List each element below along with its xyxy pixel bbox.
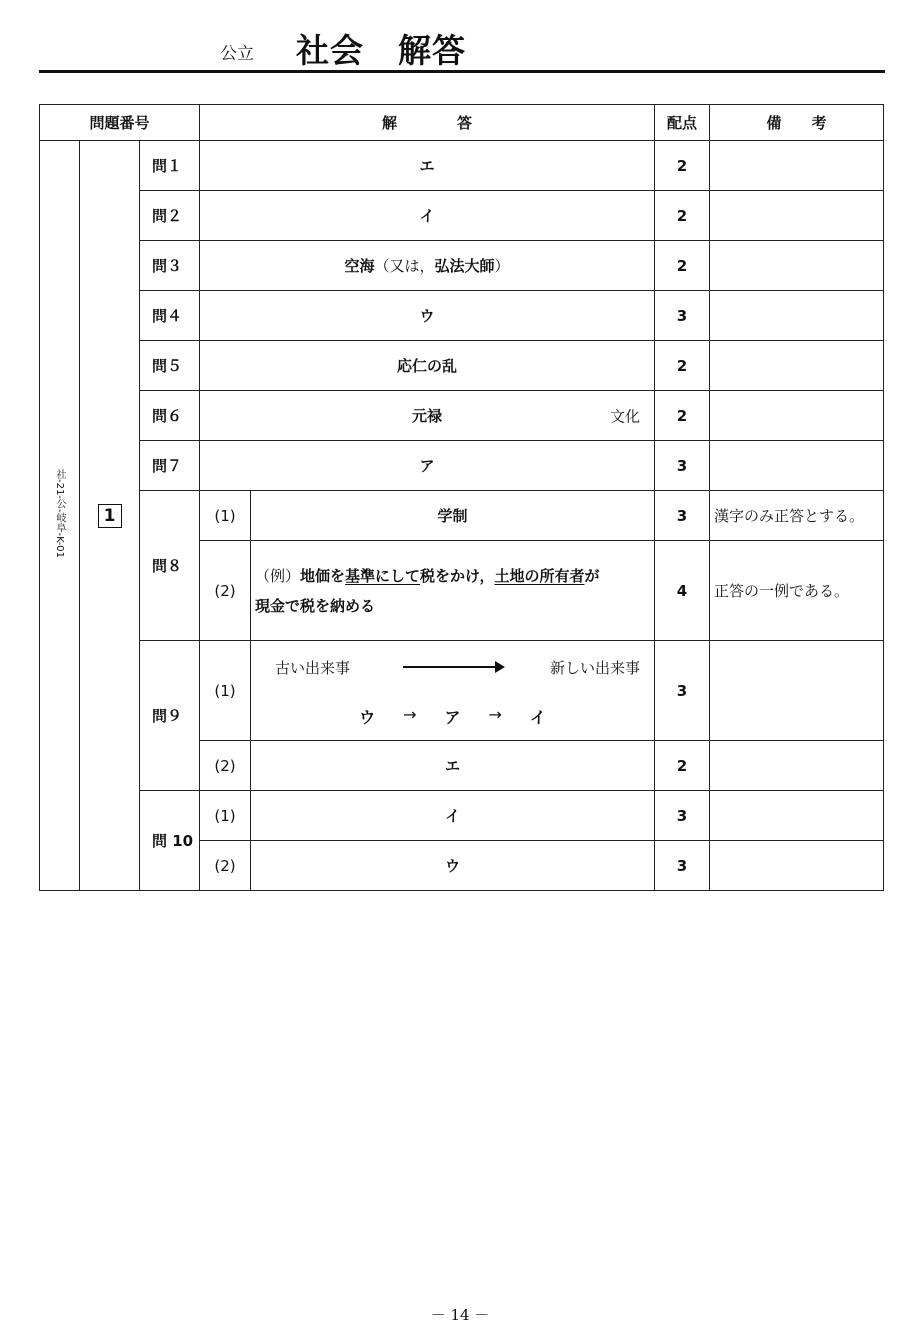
table-row — [40, 241, 884, 291]
points-cell: 3 — [655, 291, 710, 341]
table-row — [40, 291, 884, 341]
points-cell: 3 — [655, 791, 710, 841]
answer-cell: ウ — [200, 291, 655, 341]
timeline-new-label: 新しい出来事 — [549, 659, 640, 677]
question-label: 問３ — [140, 241, 200, 291]
timeline-old-label: 古い出来事 — [275, 659, 351, 677]
note-cell — [710, 241, 884, 291]
note-cell — [710, 641, 884, 741]
points-cell: 2 — [655, 191, 710, 241]
answer-alt-close: ） — [494, 257, 510, 275]
sub-label: (2) — [200, 541, 251, 641]
answer-cell — [200, 391, 655, 441]
header-answer: 解 答 — [200, 105, 655, 141]
answer-cell: ウ — [251, 841, 655, 891]
table-row — [40, 141, 884, 191]
sequence-arrow: → — [403, 705, 417, 724]
points-cell: 2 — [655, 341, 710, 391]
answer-cell — [200, 241, 655, 291]
header-notes: 備 考 — [710, 105, 884, 141]
answer-text: 現金で税を納める — [255, 596, 376, 615]
note-cell — [710, 741, 884, 791]
answer-cell: 応仁の乱 — [200, 341, 655, 391]
question-label: 問５ — [140, 341, 200, 391]
answer-table — [39, 104, 884, 891]
question-label: 問７ — [140, 441, 200, 491]
table-row — [40, 341, 884, 391]
sub-label: (2) — [200, 741, 251, 791]
points-cell: 3 — [655, 641, 710, 741]
code-cell — [40, 141, 80, 891]
question-label: 問１ — [140, 141, 200, 191]
question-label: 問４ — [140, 291, 200, 341]
sub-label: (1) — [200, 791, 251, 841]
answer-cell — [251, 541, 655, 641]
answer-underlined: 基準にして — [345, 566, 421, 585]
points-cell: 2 — [655, 241, 710, 291]
title-rule — [39, 70, 885, 73]
answer-main: 元禄 — [411, 407, 442, 425]
note-cell — [710, 291, 884, 341]
question-label: 問２ — [140, 191, 200, 241]
sub-label: (2) — [200, 841, 251, 891]
points-cell: 3 — [655, 841, 710, 891]
answer-cell: ア — [200, 441, 655, 491]
question-label: 問６ — [140, 391, 200, 441]
answer-text: 税をかけ， — [420, 566, 495, 585]
note-cell — [710, 191, 884, 241]
sequence-arrow: → — [488, 705, 502, 724]
timeline — [251, 657, 654, 677]
answer-text: 地価を — [300, 566, 346, 585]
title-prefix: 公立 — [220, 44, 254, 64]
section-cell — [80, 141, 140, 891]
answer-cell: エ — [200, 141, 655, 191]
sub-label: (1) — [200, 491, 251, 541]
note-cell — [710, 441, 884, 491]
sequence-item: ウ — [359, 708, 376, 727]
question-label: 問 10 — [140, 791, 200, 891]
answer-suffix: 文化 — [609, 407, 640, 425]
note-cell — [710, 341, 884, 391]
sequence-item: イ — [529, 708, 546, 727]
page-number: － 14 － — [430, 1306, 490, 1324]
answer-cell: イ — [251, 791, 655, 841]
question-label: 問８ — [140, 491, 200, 641]
note-cell — [710, 391, 884, 441]
answer-cell: イ — [200, 191, 655, 241]
answer-alt: 弘法大師 — [434, 257, 495, 275]
question-label: 問９ — [140, 641, 200, 791]
answer-alt-open: （又は， — [374, 257, 435, 275]
note-cell: 漢字のみ正答とする。 — [710, 491, 884, 541]
answer-cell — [251, 641, 655, 741]
points-cell: 2 — [655, 141, 710, 191]
section-number: 1 — [98, 504, 122, 528]
table-row — [40, 391, 884, 441]
answer-cell: 学制 — [251, 491, 655, 541]
arrow-right-icon — [403, 666, 503, 668]
sheet-code: 社-21-公-岐阜-K-01 — [54, 469, 65, 558]
points-cell: 3 — [655, 491, 710, 541]
points-cell: 3 — [655, 441, 710, 491]
table-row — [40, 491, 884, 541]
header-qnum: 問題番号 — [40, 105, 200, 141]
answer-text: が — [584, 566, 600, 585]
points-cell: 4 — [655, 541, 710, 641]
answer-main: 空海 — [344, 257, 375, 275]
answer-sequence — [251, 705, 654, 728]
note-cell — [710, 141, 884, 191]
page-title — [220, 22, 466, 72]
note-cell: 正答の一例である。 — [710, 541, 884, 641]
note-cell — [710, 791, 884, 841]
table-row — [40, 191, 884, 241]
answer-underlined: 土地の所有者 — [494, 566, 585, 585]
example-marker: （例） — [255, 566, 301, 585]
sequence-item: ア — [444, 708, 461, 727]
points-cell: 2 — [655, 391, 710, 441]
table-row — [40, 791, 884, 841]
answer-cell: エ — [251, 741, 655, 791]
points-cell: 2 — [655, 741, 710, 791]
note-cell — [710, 841, 884, 891]
header-row — [40, 105, 884, 141]
header-points: 配点 — [655, 105, 710, 141]
table-row — [40, 641, 884, 741]
title-main: 社会 解答 — [296, 31, 466, 70]
table-row — [40, 441, 884, 491]
sub-label: (1) — [200, 641, 251, 741]
